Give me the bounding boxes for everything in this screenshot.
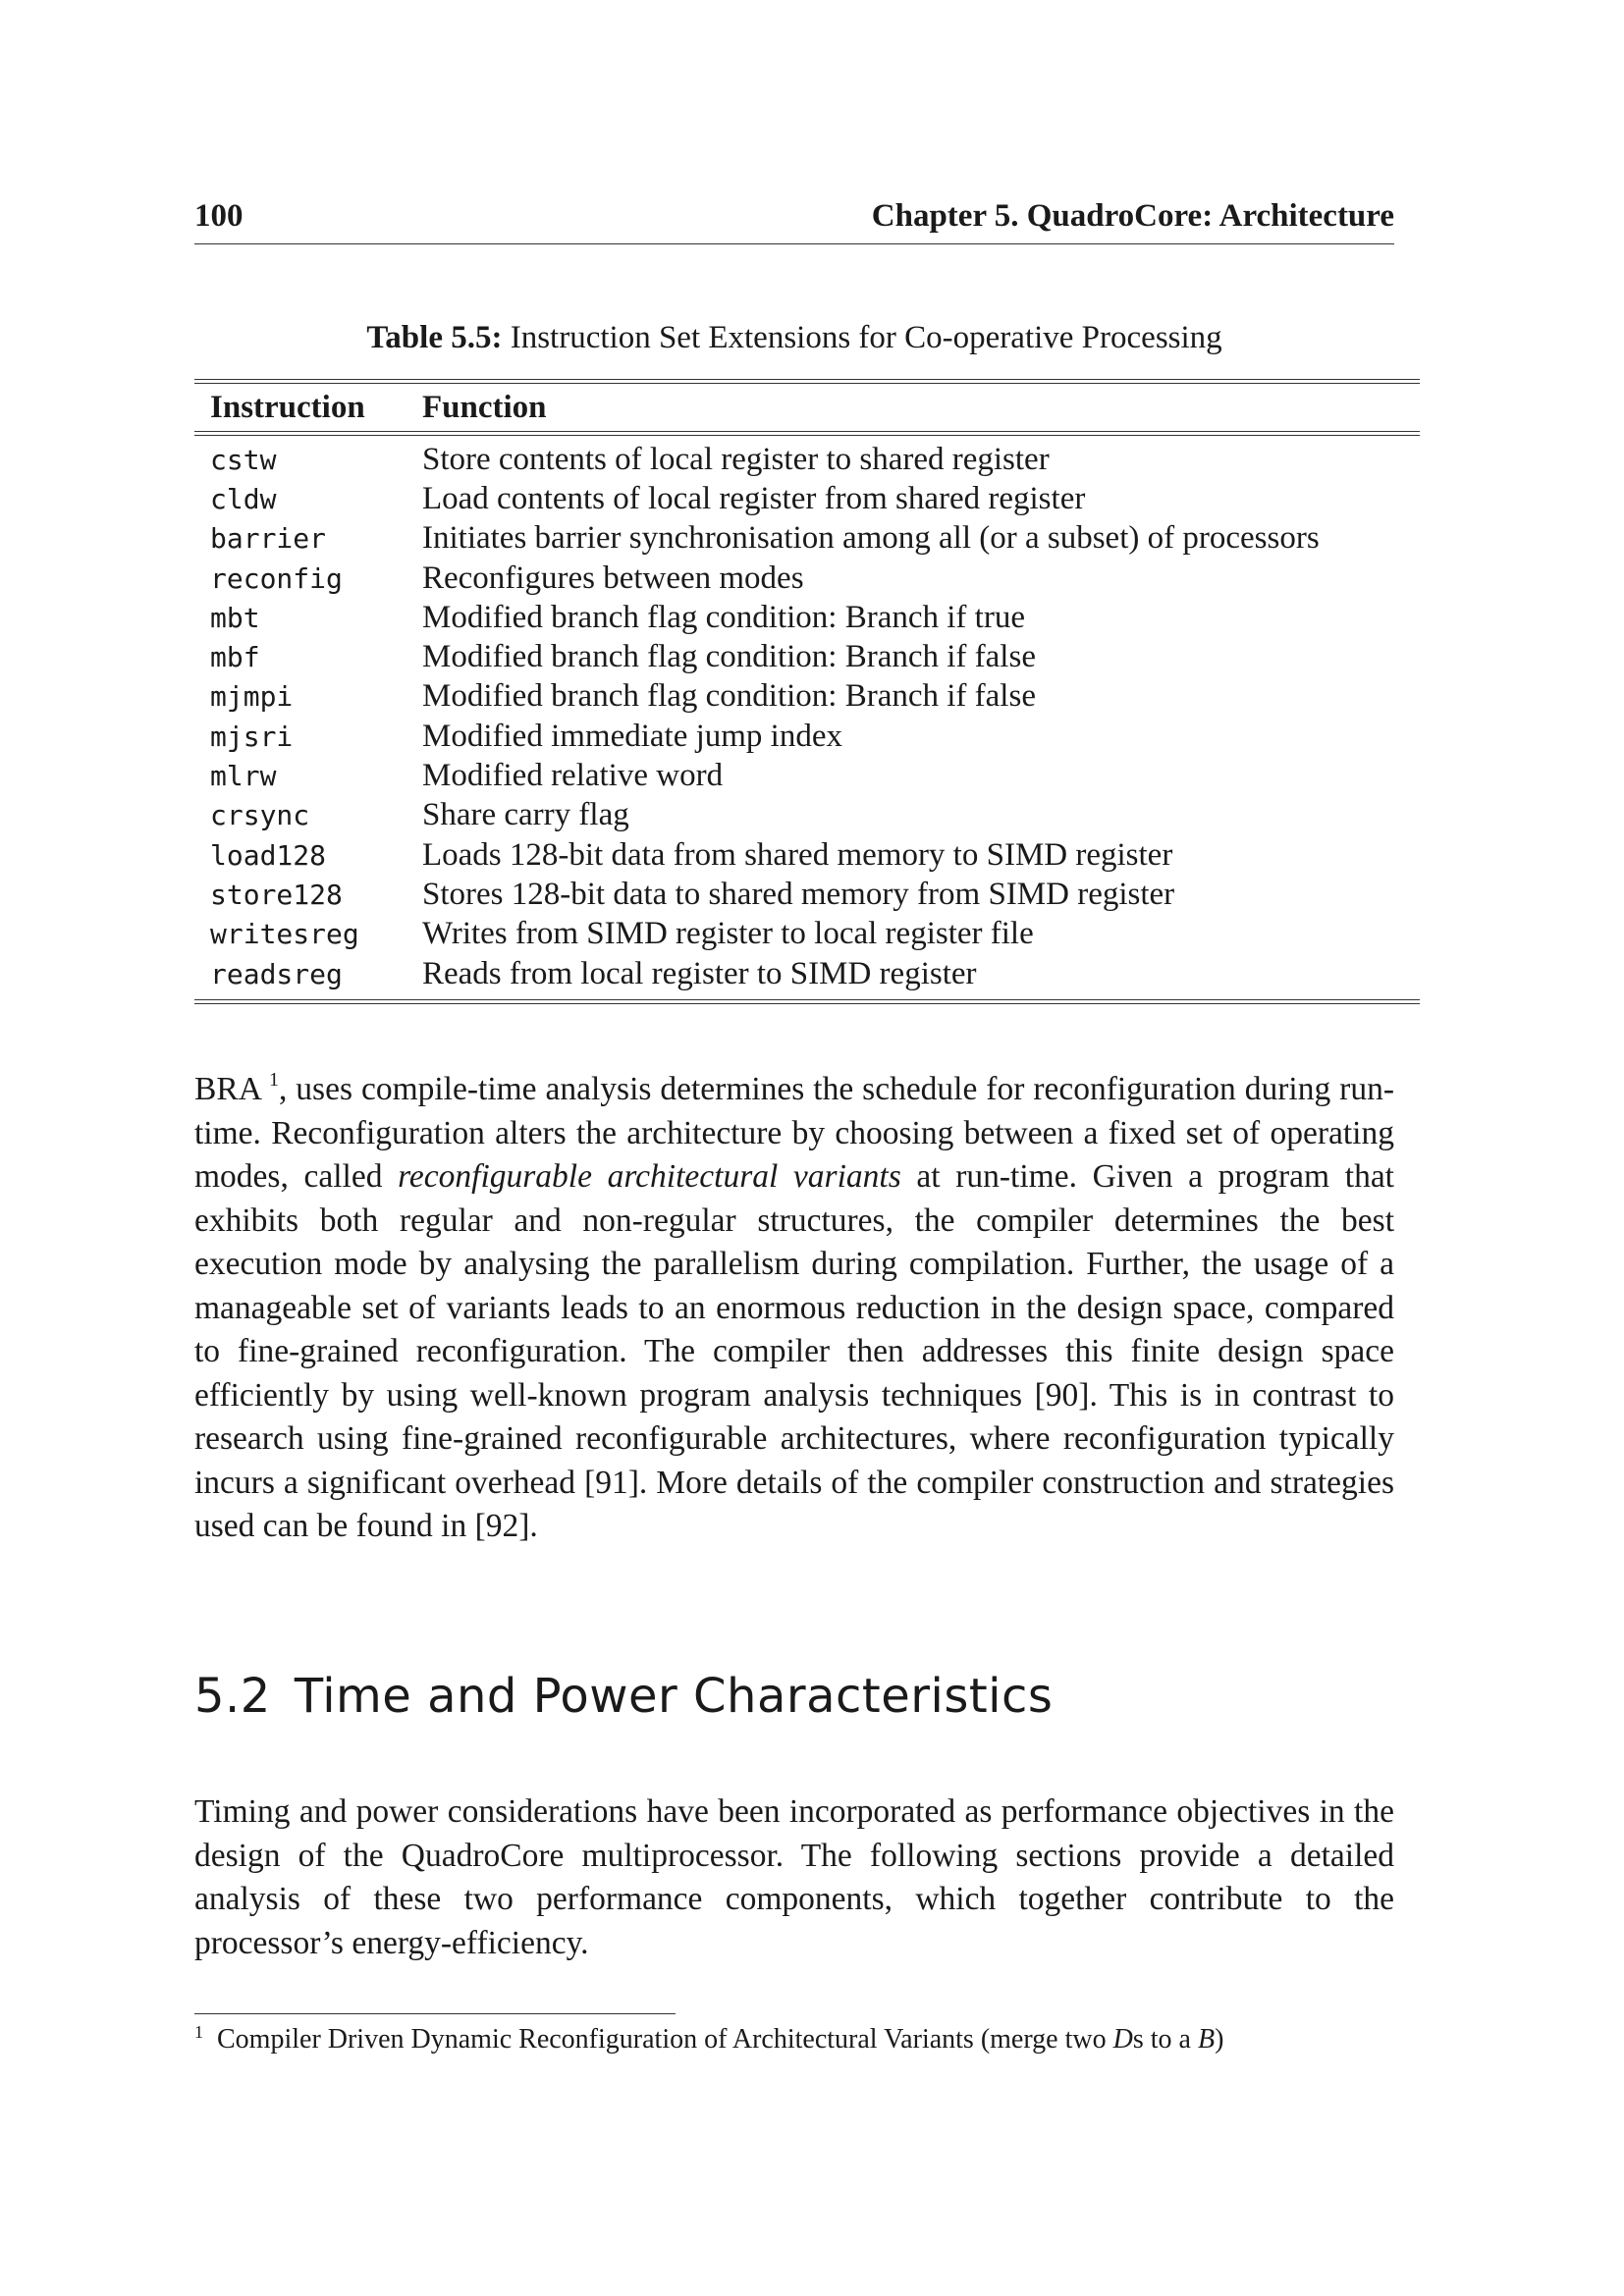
footnote-var-d: D xyxy=(1112,2024,1133,2055)
function-cell: Initiates barrier synchronisation among all (or a subset) of processors xyxy=(422,520,1320,557)
instruction-cell: mbt xyxy=(210,601,260,634)
section-number: 5.2 xyxy=(194,1669,271,1724)
table-row xyxy=(194,915,1420,954)
footnote-text-3: ) xyxy=(1215,2024,1224,2055)
footnote-rule xyxy=(194,2013,676,2014)
function-cell: Stores 128-bit data to shared memory from SIMD register xyxy=(422,876,1175,912)
table-row xyxy=(194,796,1420,835)
table-row xyxy=(194,835,1420,875)
para-lead: BRA xyxy=(194,1071,269,1107)
footnote-var-b: B xyxy=(1197,2024,1216,2055)
page-number: 100 xyxy=(194,198,244,234)
function-cell: Store contents of local register to shared register xyxy=(422,441,1050,477)
function-cell: Load contents of local register from shared register xyxy=(422,480,1086,516)
table-row xyxy=(194,875,1420,914)
function-cell: Reads from local register to SIMD register xyxy=(422,955,977,991)
instruction-cell: barrier xyxy=(210,522,327,556)
table-body xyxy=(194,436,1420,999)
instruction-cell: mjmpi xyxy=(210,680,294,714)
instruction-cell: mlrw xyxy=(210,760,277,793)
column-header-function: Function xyxy=(422,389,547,425)
table-header-row xyxy=(194,384,1420,431)
body-paragraph-bra xyxy=(194,1068,1394,1549)
footnote-ref: 1 xyxy=(268,1069,279,1091)
table-row xyxy=(194,954,1420,993)
table-row xyxy=(194,479,1420,518)
section-heading xyxy=(194,1669,1053,1724)
table-row xyxy=(194,559,1420,598)
table-caption-label: Table 5.5: xyxy=(366,320,503,355)
instruction-table xyxy=(194,379,1420,1004)
function-cell: Modified branch flag condition: Branch if false xyxy=(422,678,1036,715)
para-text-1: , uses compile-time analysis determines the schedule for reconfiguration during run-time. Reconfiguration alters the architecture by choosing between a fixed set of operating modes, called xyxy=(194,1071,1394,1195)
instruction-cell: crsync xyxy=(210,799,310,832)
instruction-cell: readsreg xyxy=(210,957,343,990)
instruction-cell: mbf xyxy=(210,641,260,674)
instruction-cell: cldw xyxy=(210,482,277,515)
table-row xyxy=(194,519,1420,559)
instruction-cell: load128 xyxy=(210,838,327,872)
table-row xyxy=(194,756,1420,795)
table-caption xyxy=(194,320,1394,356)
footnote-mark: 1 xyxy=(194,2022,203,2042)
body-paragraph-timing: Timing and power considerations have been incorporated as performance objectives in the design of the QuadroCore multiprocessor. The following sections provide a detailed analysis of these two performance components, which together contribute to the processor’s energy-efficiency. xyxy=(194,1793,1394,1961)
function-cell: Modified branch flag condition: Branch if false xyxy=(422,639,1036,675)
instruction-cell: store128 xyxy=(210,878,343,911)
instruction-cell: cstw xyxy=(210,443,277,476)
footnote-text-2: s to a xyxy=(1132,2024,1198,2055)
table-row xyxy=(194,677,1420,717)
table-caption-text: Instruction Set Extensions for Co-operative Processing xyxy=(510,320,1222,355)
chapter-title: Chapter 5. QuadroCore: Architecture xyxy=(871,198,1394,234)
function-cell: Reconfigures between modes xyxy=(422,560,804,596)
instruction-cell: reconfig xyxy=(210,561,343,595)
function-cell: Loads 128-bit data from shared memory to SIMD register xyxy=(422,836,1173,873)
para-emphasis: reconfigurable architectural variants xyxy=(398,1158,901,1195)
column-header-instruction: Instruction xyxy=(210,389,365,425)
function-cell: Modified relative word xyxy=(422,758,724,794)
function-cell: Writes from SIMD register to local register file xyxy=(422,916,1034,952)
table-row xyxy=(194,598,1420,637)
table-row xyxy=(194,717,1420,756)
table-row xyxy=(194,637,1420,676)
section-title: Time and Power Characteristics xyxy=(294,1669,1054,1724)
function-cell: Share carry flag xyxy=(422,797,629,833)
instruction-cell: writesreg xyxy=(210,918,359,951)
instruction-cell: mjsri xyxy=(210,720,294,753)
running-header xyxy=(194,196,1394,244)
table-row xyxy=(194,440,1420,479)
function-cell: Modified immediate jump index xyxy=(422,718,843,754)
function-cell: Modified branch flag condition: Branch if true xyxy=(422,599,1025,635)
table-bottom-rule xyxy=(194,999,1420,1004)
footnote-text-1: Compiler Driven Dynamic Reconfiguration of Architectural Variants (merge two xyxy=(217,2024,1113,2055)
footnote xyxy=(194,2024,1394,2056)
para-text-2: at run-time. Given a program that exhibits both regular and non-regular structures, the compiler determines the best execution mode by analysing the parallelism during compilation. Further, the usage of a manageable set of variants leads to an enormous reduction in the design space, compared to fine-grained reconfiguration. The compiler then addresses this finite design space efficiently by using well-known program analysis techniques [90]. This is in contrast to research using fine-grained reconfigurable architectures, where reconfiguration typically incurs a significant overhead [91]. More details of the compiler construction and strategies used can be found in [92]. xyxy=(194,1158,1394,1544)
